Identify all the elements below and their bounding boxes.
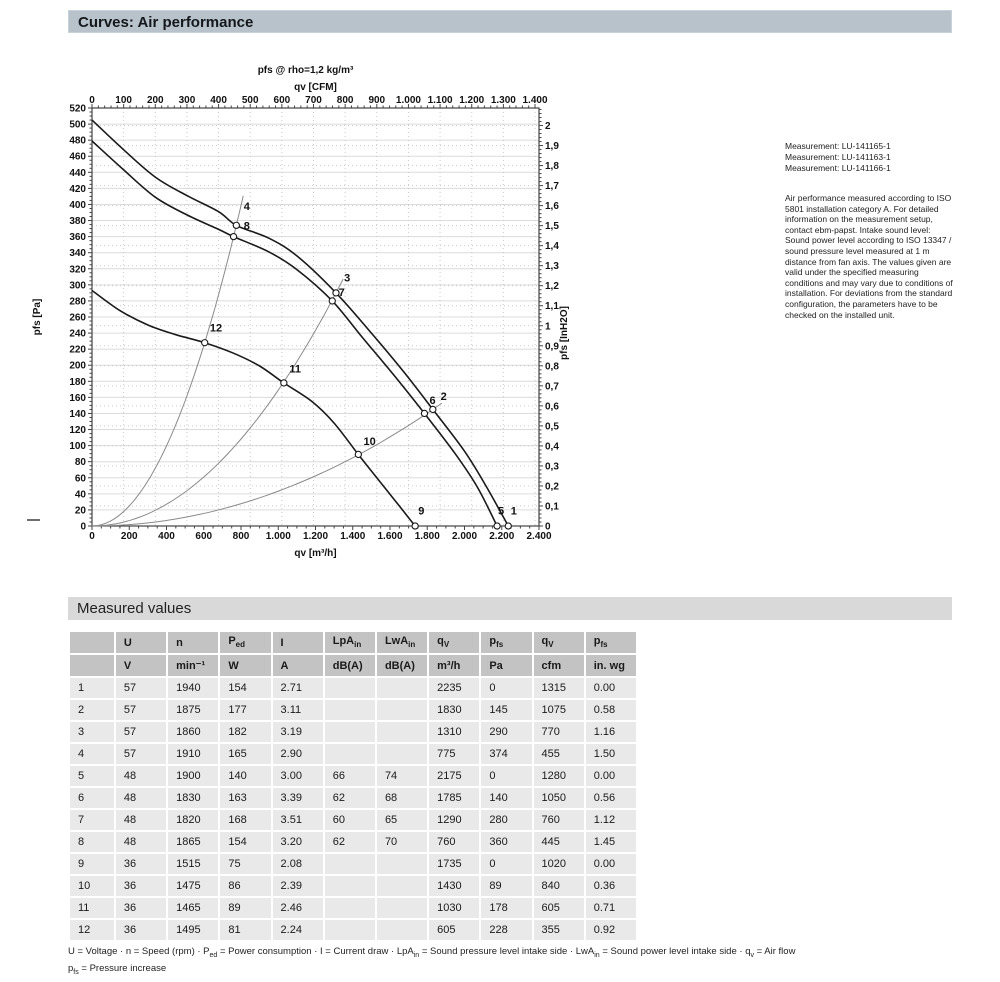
operating-point-label: 9 [418,505,425,518]
svg-text:2.400: 2.400 [526,531,552,542]
table-cell: 2.90 [273,744,323,764]
table-cell: 0.58 [586,700,636,720]
svg-text:1: 1 [545,321,551,333]
table-row [70,832,636,852]
svg-text:1.800: 1.800 [414,531,440,542]
subscript: v [750,951,754,959]
table-cell: 374 [481,744,531,764]
table-cell [325,898,375,918]
table-cell: 89 [220,898,270,918]
table-cell: 1.12 [586,810,636,830]
table-cell: 605 [429,920,479,940]
table-cell: 1860 [168,722,218,742]
table-cell: 2 [70,700,114,720]
table-cell [377,700,427,720]
svg-text:1.400: 1.400 [522,95,548,106]
table-cell: 48 [116,766,166,786]
table-cell: 11 [70,898,114,918]
footnote-definitions: U = Voltage · n = Speed $(rpm) \cdot P_{ed}$ = Power consumption · I = Current draw · LpA$_{in}$ = Sound pressure level intake side · LwA$_{in}$ = Sound power level intake side · $q_v$ = Air flow [68,946,796,959]
operating-point-marker [412,523,418,529]
operating-point-marker [202,340,208,346]
table-cell: 154 [220,678,270,698]
table-cell: 1280 [534,766,584,786]
operating-point-label: 4 [243,201,250,214]
svg-text:200: 200 [120,531,138,542]
table-cell: 140 [481,788,531,808]
operating-point-marker [505,523,511,529]
table-row [70,722,636,742]
table-cell: 1875 [168,700,218,720]
table-cell: 1310 [429,722,479,742]
table-cell: 1050 [534,788,584,808]
svg-text:pfs [Pa]: pfs [Pa] [32,298,43,336]
table-cell: 605 [534,898,584,918]
column-header: LwA$_{in}$ [377,632,427,653]
table-row [70,766,636,786]
svg-text:1,3: 1,3 [545,261,559,273]
table-cell: 177 [220,700,270,720]
svg-text:200: 200 [69,360,86,372]
svg-text:1,4: 1,4 [545,241,559,253]
operating-point-label: 11 [289,363,302,376]
fan-curves [92,120,508,526]
table-cell: 0.71 [586,898,636,918]
table-cell: 1830 [429,700,479,720]
svg-text:0,9: 0,9 [545,341,559,353]
table-cell: 36 [116,854,166,874]
table-cell: 455 [534,744,584,764]
svg-text:60: 60 [74,473,86,485]
svg-text:200: 200 [146,95,164,106]
table-cell: 57 [116,700,166,720]
table-cell: 62 [325,832,375,852]
svg-text:0,1: 0,1 [545,501,559,513]
svg-text:2.000: 2.000 [451,531,478,542]
table-cell: 1430 [429,876,479,896]
table-cell: 1.16 [586,722,636,742]
section-title-measured: Measured values [77,600,192,617]
measured-values-table [68,630,638,942]
table-cell: 840 [534,876,584,896]
column-unit [70,655,114,676]
table-cell: 280 [481,810,531,830]
table-cell: 760 [534,810,584,830]
svg-text:460: 460 [69,151,86,163]
svg-text:800: 800 [232,531,250,542]
svg-text:220: 220 [69,344,86,356]
svg-text:1.600: 1.600 [377,531,403,542]
table-cell [325,920,375,940]
table-cell [325,722,375,742]
table-cell: 3.00 [273,766,323,786]
subscript: in [594,951,600,959]
table-cell: 0.92 [586,920,636,940]
column-unit: V [116,655,166,676]
table-cell: 165 [220,744,270,764]
table-cell: 70 [377,832,427,852]
operating-point-marker [230,234,236,240]
svg-text:0,5: 0,5 [545,421,559,433]
operating-point-label: 12 [209,322,223,335]
table-cell: 154 [220,832,270,852]
svg-text:800: 800 [336,95,354,106]
svg-text:0,7: 0,7 [545,381,559,393]
table-cell: 1865 [168,832,218,852]
svg-text:1,6: 1,6 [545,201,559,213]
table-cell: 0 [481,854,531,874]
svg-text:40: 40 [74,489,86,501]
column-header: n [168,632,218,653]
table-cell: 1495 [168,920,218,940]
table-cell: 2.39 [273,876,323,896]
axis-ticks [69,95,559,542]
measurement-line-1: Measurement: LU-141165-1 [785,141,891,151]
table-cell: 1290 [429,810,479,830]
svg-text:1.300: 1.300 [490,95,516,106]
table-cell: 9 [70,854,114,874]
table-row [70,700,636,720]
table-cell: 1465 [168,898,218,918]
table-cell [325,854,375,874]
table-cell: 62 [325,788,375,808]
svg-text:500: 500 [69,119,86,131]
table-cell: 1940 [168,678,218,698]
svg-text:600: 600 [195,531,213,542]
svg-text:400: 400 [210,95,227,106]
subscript: in [413,951,420,959]
table-cell: 1515 [168,854,218,874]
table-cell: 0 [481,678,531,698]
table-cell: 1820 [168,810,218,830]
operating-point-label: 7 [338,287,345,300]
table-cell: 3.39 [273,788,323,808]
table-cell: 36 [116,920,166,940]
table-cell: 1830 [168,788,218,808]
measurement-references [785,141,891,174]
measurement-line-2: Measurement: LU-141163-1 [785,152,891,162]
table-cell: 1735 [429,854,479,874]
table-cell [325,700,375,720]
table-cell: 355 [534,920,584,940]
svg-text:260: 260 [69,312,86,324]
svg-text:qv [m³/h]: qv [m³/h] [294,548,337,559]
column-unit: dB(A) [325,655,375,676]
table-cell: 3.20 [273,832,323,852]
operating-point-marker [430,406,436,412]
load-curve [92,403,442,526]
table-row [70,854,636,874]
table-row [70,678,636,698]
subscript: fs [73,968,79,976]
fan-curve [92,120,508,526]
table-cell: 1900 [168,766,218,786]
table-cell: 1475 [168,876,218,896]
svg-text:1,7: 1,7 [545,181,559,193]
column-unit: A [273,655,323,676]
operating-point-label: 8 [243,220,250,233]
table-cell: 48 [116,788,166,808]
table-cell: 0.56 [586,788,636,808]
column-header: $q_V$ [534,632,584,653]
table-cell: 12 [70,920,114,940]
column-header: I [273,632,323,653]
table-cell: 3.51 [273,810,323,830]
column-unit: W [220,655,270,676]
table-row [70,876,636,896]
table-cell: 5 [70,766,114,786]
svg-text:1,8: 1,8 [545,161,559,173]
table-cell: 1 [70,678,114,698]
column-unit: in. wg [586,655,636,676]
table-cell: 2235 [429,678,479,698]
svg-text:1,2: 1,2 [545,281,559,293]
operating-point-label: 1 [510,505,517,518]
svg-text:180: 180 [69,376,86,388]
table-cell [325,876,375,896]
table-cell: 81 [220,920,270,940]
svg-text:340: 340 [69,248,86,260]
svg-text:1.200: 1.200 [459,95,485,106]
table-cell [377,854,427,874]
svg-text:20: 20 [74,505,86,517]
table-cell: 0.00 [586,766,636,786]
svg-text:600: 600 [273,95,291,106]
svg-text:400: 400 [158,531,175,542]
table-row [70,744,636,764]
operating-point-label: 3 [344,272,351,285]
svg-text:1,5: 1,5 [545,221,559,233]
svg-text:0: 0 [89,531,95,542]
table-row [70,810,636,830]
table-cell: 60 [325,810,375,830]
svg-text:520: 520 [69,103,86,115]
footnote-pressure-increase: $p_{fs}$ = Pressure increase [68,963,167,976]
table-unit-row [70,655,636,676]
svg-text:80: 80 [74,457,86,469]
svg-text:2.200: 2.200 [489,531,515,542]
table-cell: 89 [481,876,531,896]
table-cell: 36 [116,898,166,918]
svg-text:0,2: 0,2 [545,481,559,493]
column-header: $P_{ed}$ [220,632,270,653]
svg-text:700: 700 [305,95,322,106]
svg-text:400: 400 [69,199,86,211]
chart-titles [258,65,354,93]
table-cell: 1315 [534,678,584,698]
operating-point-label: 6 [429,394,436,407]
column-header: $p_{fs}$ [481,632,531,653]
operating-point-marker [233,222,239,228]
svg-text:440: 440 [69,167,86,179]
table-cell: 48 [116,810,166,830]
svg-text:1.000: 1.000 [395,95,421,106]
table-cell: 3.11 [273,700,323,720]
table-cell: 2.08 [273,854,323,874]
table-cell [325,678,375,698]
operating-point-label: 5 [498,505,505,518]
section-header-curves [68,10,952,33]
table-header-row [70,632,636,653]
column-unit: dB(A) [377,655,427,676]
table-cell: 57 [116,722,166,742]
table-cell: 0 [481,766,531,786]
table-cell: 360 [481,832,531,852]
info-paragraph: Air performance measured according to ISO 5801 installation category A. For detailed information on the measurement setup, contact ebm-papst. Intake sound level: Sound power level according to ISO 13347 / sound pressure level measured at 1 m distance from fan axis. The values given are valid under the specified measuring conditions and may vary due to conditions of installation. For deviations from the standard configuration, the parameters have to be checked on the installed unit. [785,193,953,320]
table-cell: 0.00 [586,678,636,698]
svg-text:420: 420 [69,183,86,195]
svg-text:380: 380 [69,216,86,228]
table-cell: 178 [481,898,531,918]
table-cell: 1075 [534,700,584,720]
table-cell: 0.00 [586,854,636,874]
operating-point-marker [421,410,427,416]
svg-text:0: 0 [545,521,551,533]
table-cell: 760 [429,832,479,852]
table-cell: 3.19 [273,722,323,742]
table-cell: 68 [377,788,427,808]
svg-text:280: 280 [69,296,86,308]
table-cell: 0.36 [586,876,636,896]
svg-text:0,3: 0,3 [545,461,559,473]
table-cell [377,876,427,896]
svg-text:1,9: 1,9 [545,141,559,153]
table-cell: 1785 [429,788,479,808]
svg-text:120: 120 [69,425,86,437]
table-cell: 10 [70,876,114,896]
svg-text:1.000: 1.000 [265,531,291,542]
table-cell: 163 [220,788,270,808]
column-unit: m³/h [429,655,479,676]
table-cell: 1.50 [586,744,636,764]
operating-point-marker [281,380,287,386]
svg-text:1,1: 1,1 [545,301,559,313]
svg-text:pfs [InH2O]: pfs [InH2O] [559,306,570,360]
svg-text:1.400: 1.400 [340,531,366,542]
table-cell [377,920,427,940]
svg-text:0: 0 [80,521,86,533]
table-cell [377,744,427,764]
table-cell: 168 [220,810,270,830]
subscript: ed [209,951,218,959]
svg-text:0: 0 [89,95,95,106]
svg-text:480: 480 [69,135,86,147]
column-header: $q_V$ [429,632,479,653]
table-row [70,898,636,918]
table-cell [377,898,427,918]
svg-text:900: 900 [368,95,386,106]
table-cell: 7 [70,810,114,830]
column-unit: Pa [481,655,531,676]
table-cell: 445 [534,832,584,852]
svg-text:0,4: 0,4 [545,441,559,453]
table-cell: 145 [481,700,531,720]
svg-text:0,6: 0,6 [545,401,559,413]
table-cell: 8 [70,832,114,852]
operating-point-marker [355,451,361,457]
svg-text:0,8: 0,8 [545,361,559,373]
svg-text:140: 140 [69,408,86,420]
table-cell: 74 [377,766,427,786]
table-cell: 75 [220,854,270,874]
section-title-curves: Curves: Air performance [78,14,254,31]
table-row [70,788,636,808]
table-cell: 290 [481,722,531,742]
table-cell: 1.45 [586,832,636,852]
table-cell: 86 [220,876,270,896]
table-cell: 1910 [168,744,218,764]
svg-text:300: 300 [178,95,196,106]
table-cell [377,722,427,742]
air-performance-chart [0,40,620,575]
svg-text:160: 160 [69,392,86,404]
table-cell: 2175 [429,766,479,786]
svg-text:1.100: 1.100 [427,95,453,106]
table-cell [325,744,375,764]
column-header: LpA$_{in}$ [325,632,375,653]
svg-text:240: 240 [69,328,86,340]
column-header: $p_{fs}$ [586,632,636,653]
column-unit: cfm [534,655,584,676]
table-cell: 2.71 [273,678,323,698]
svg-text:1.200: 1.200 [302,531,329,542]
table-cell: 182 [220,722,270,742]
svg-text:320: 320 [69,264,86,276]
operating-point-label: 2 [440,390,447,403]
table-cell: 48 [116,832,166,852]
measurement-line-3: Measurement: LU-141166-1 [785,163,891,173]
column-header [70,632,114,653]
svg-text:300: 300 [69,280,86,292]
svg-text:500: 500 [241,95,259,106]
table-cell: 4 [70,744,114,764]
table-cell: 66 [325,766,375,786]
table-cell: 6 [70,788,114,808]
svg-text:100: 100 [69,441,86,453]
operating-point-marker [494,523,500,529]
table-cell: 770 [534,722,584,742]
table-cell: 775 [429,744,479,764]
table-row [70,920,636,940]
table-cell: 1020 [534,854,584,874]
table-cell: 2.46 [273,898,323,918]
table-cell: 1030 [429,898,479,918]
table-cell: 3 [70,722,114,742]
svg-text:pfs @ rho=1,2 kg/m³: pfs @ rho=1,2 kg/m³ [257,65,354,76]
table-cell: 65 [377,810,427,830]
table-cell: 57 [116,678,166,698]
table-cell [377,678,427,698]
operating-point-marker [329,298,335,304]
svg-text:qv [CFM]: qv [CFM] [294,82,337,93]
column-unit: min⁻¹ [168,655,218,676]
svg-text:360: 360 [69,232,86,244]
operating-point-label: 10 [363,435,376,448]
section-header-measured [68,597,952,620]
table-cell: 36 [116,876,166,896]
svg-text:100: 100 [115,95,132,106]
table-cell: 2.24 [273,920,323,940]
table-cell: 228 [481,920,531,940]
column-header: U [116,632,166,653]
table-cell: 57 [116,744,166,764]
svg-text:2: 2 [545,121,551,133]
table-cell: 140 [220,766,270,786]
